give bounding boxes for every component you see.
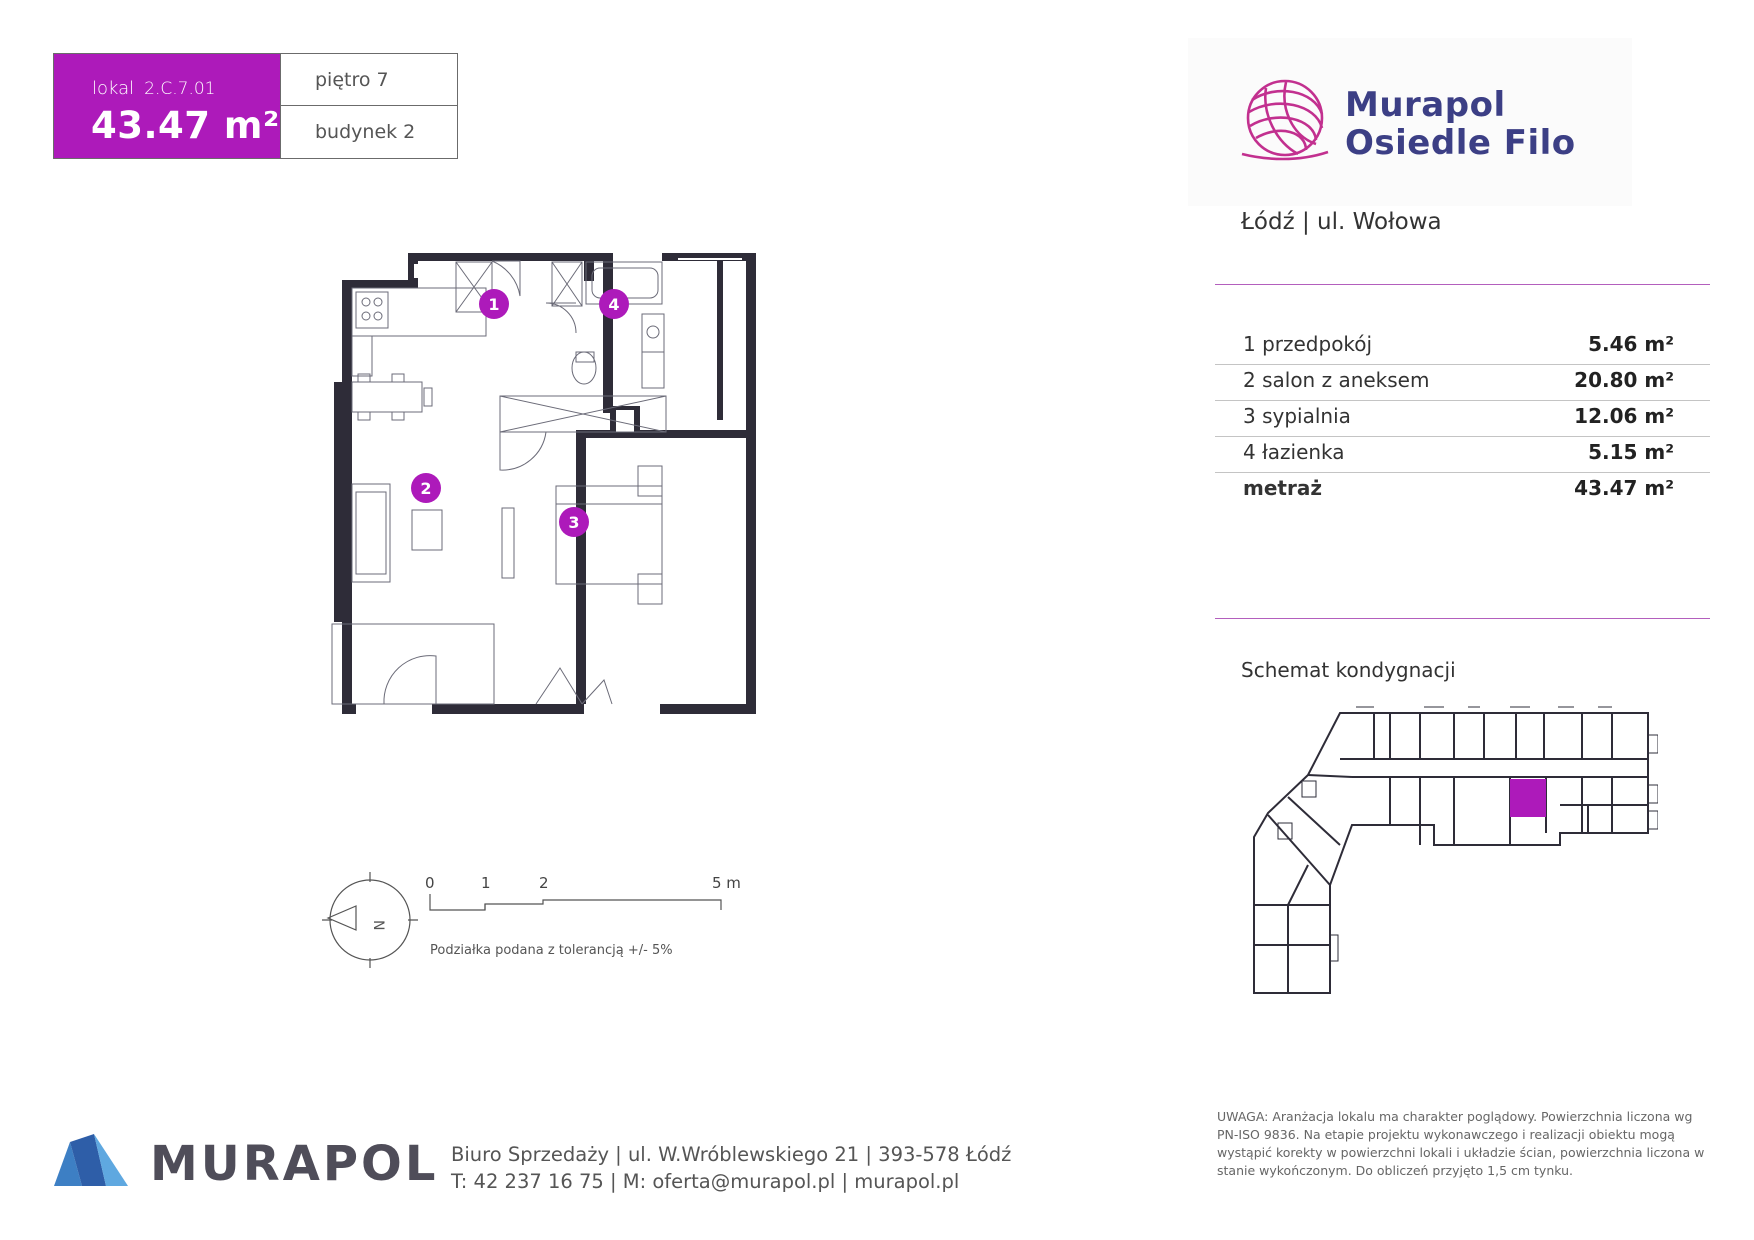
total-area: 43.47 m² — [1574, 476, 1674, 500]
scale-label: 5 m — [712, 874, 741, 892]
brand-name-line2: Osiedle Filo — [1345, 123, 1576, 163]
scale-note: Podziałka podana z tolerancją +/- 5% — [430, 943, 673, 958]
floor-schema-title: Schemat kondygnacji — [1241, 658, 1456, 682]
brand-name — [1345, 86, 1576, 162]
unit-summary — [54, 54, 280, 158]
room-marker-label: 4 — [608, 295, 620, 314]
scale-bar — [425, 890, 735, 926]
disclaimer-note: UWAGA: Aranżacja lokalu ma charakter poglądowy. Powierzchnia liczona wg PN-ISO 9836. Na etapie projektu wykonawczego i realizacji obiektu mogą wystąpić korekty w powierzchni lokali i układzie ścian, powierzchnia liczona w stanie wykończonym. Do obliczeń przyjęto 1,5 cm tynku. — [1217, 1109, 1705, 1178]
unit-id-value: 2.C.7.01 — [144, 79, 216, 99]
compass-north-label: N — [370, 920, 386, 931]
total-label: metraż — [1243, 476, 1322, 500]
unit-building: budynek 2 — [280, 106, 457, 158]
room-area: 12.06 m² — [1574, 404, 1674, 428]
unit-id-label: lokal — [92, 78, 135, 99]
room-row — [1215, 436, 1710, 473]
compass-icon — [318, 868, 422, 972]
divider — [1215, 618, 1710, 619]
room-name: 3 sypialnia — [1243, 404, 1351, 428]
room-area: 5.46 m² — [1588, 332, 1674, 356]
room-row — [1215, 364, 1710, 401]
highlighted-unit — [1510, 779, 1546, 817]
unit-id — [92, 78, 216, 99]
divider — [1215, 284, 1710, 285]
room-name: 2 salon z aneksem — [1243, 368, 1430, 392]
room-name: 1 przedpokój — [1243, 332, 1373, 356]
scale-label: 2 — [539, 874, 549, 892]
room-area: 5.15 m² — [1588, 440, 1674, 464]
murapol-logo-icon — [52, 1132, 130, 1188]
scale-label: 0 — [425, 874, 435, 892]
room-row — [1215, 328, 1710, 365]
room-marker-label: 2 — [420, 479, 432, 498]
sales-office-address: Biuro Sprzedaży | ul. W.Wróblewskiego 21 | 393-578 Łódź — [451, 1143, 1012, 1166]
room-row — [1215, 400, 1710, 437]
sales-office-contact: T: 42 237 16 75 | M: oferta@murapol.pl | murapol.pl — [451, 1170, 960, 1193]
room-area: 20.80 m² — [1574, 368, 1674, 392]
apartment-floor-plan — [320, 248, 760, 808]
brand-name-line1: Murapol — [1345, 85, 1506, 125]
room-marker-label: 3 — [568, 513, 580, 532]
project-address: Łódź | ul. Wołowa — [1241, 209, 1442, 235]
unit-info-box — [53, 53, 458, 159]
murapol-logo-text: MURAPOL — [150, 1136, 439, 1192]
room-name: 4 łazienka — [1243, 440, 1345, 464]
floor-schema-diagram — [1248, 705, 1658, 995]
unit-floor: piętro 7 — [280, 54, 457, 106]
scale-label: 1 — [481, 874, 491, 892]
yarn-ball-icon — [1236, 74, 1334, 168]
room-marker-label: 1 — [488, 295, 500, 314]
unit-area: 43.47 m² — [91, 104, 280, 147]
total-row — [1215, 472, 1710, 508]
